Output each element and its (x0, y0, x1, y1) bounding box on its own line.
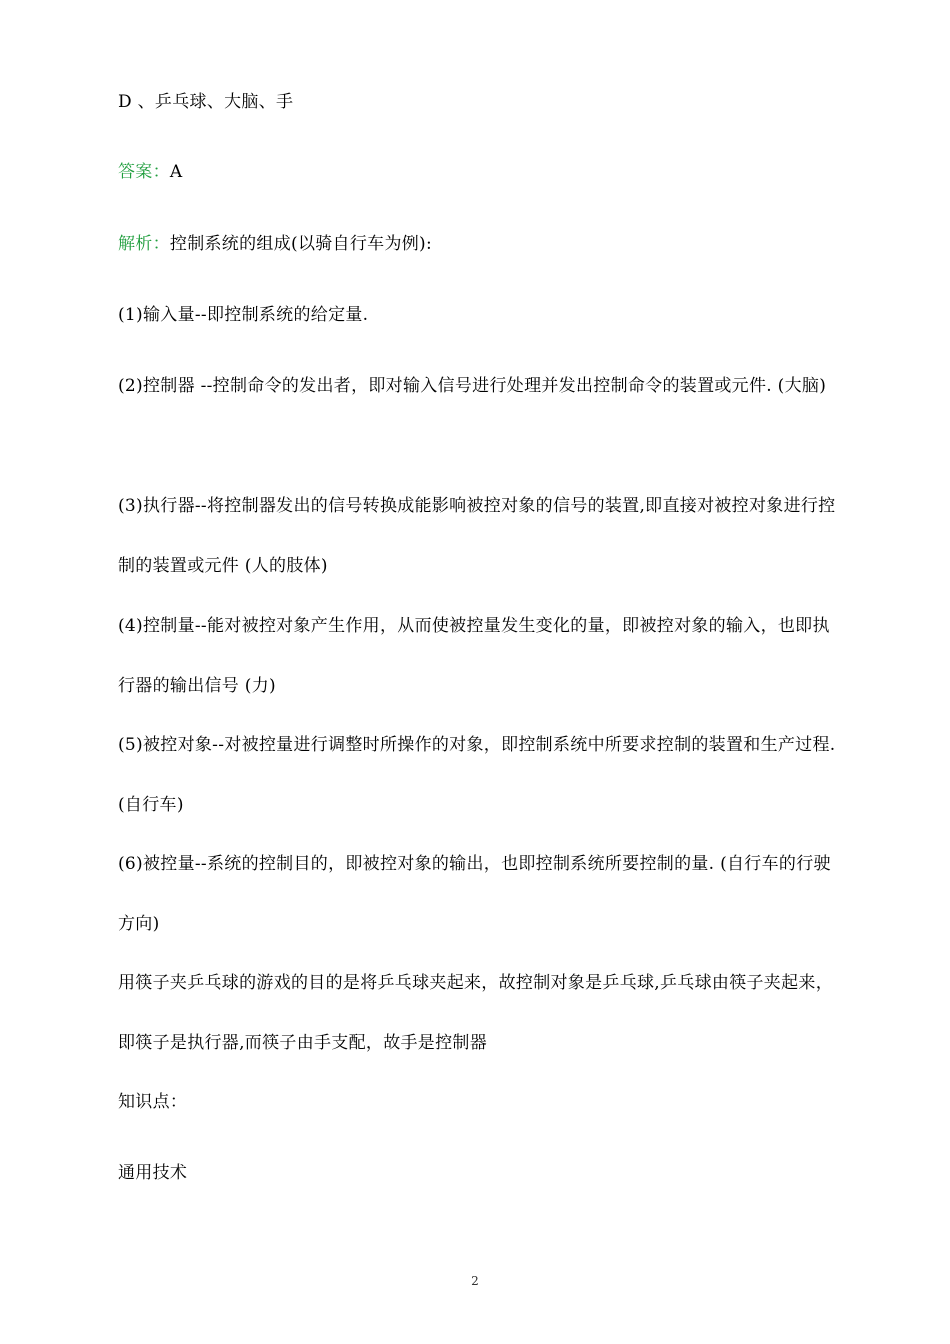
list-item-4: (4)控制量--能对被控对象产生作用，从而使被控量发生变化的量，即被控对象的输入，也即执行器的输出信号 (力) (118, 616, 830, 696)
analysis-label: 解析： (118, 234, 170, 254)
analysis-intro: 控制系统的组成(以骑自行车为例): (169, 234, 432, 254)
analysis-line (118, 214, 838, 274)
list-item-1: (1)输入量--即控制系统的给定量. (118, 305, 369, 325)
knowledge-label: 知识点： (118, 1092, 188, 1112)
list-item-3: (3)执行器--将控制器发出的信号转换成能影响被控对象的信号的装置,即直接对被控对象进行控制的装置或元件 (人的肢体) (118, 496, 836, 576)
option-d: D 、乒乓球、大脑、手 (118, 92, 294, 112)
answer-label: 答案： (118, 162, 170, 182)
answer-value: A (169, 162, 183, 182)
conclusion-paragraph: 用筷子夹乒乓球的游戏的目的是将乒乓球夹起来，故控制对象是乒乓球,乒乓球由筷子夹起来，即筷子是执行器,而筷子由手支配，故手是控制器 (118, 973, 834, 1053)
knowledge-value: 通用技术 (118, 1163, 188, 1183)
list-item-2: (2)控制器 --控制命令的发出者，即对输入信号进行处理并发出控制命令的装置或元件. (大脑) (118, 376, 827, 396)
page-number: 2 (471, 1274, 479, 1288)
answer-line (118, 142, 838, 202)
list-item-5: (5)被控对象--对被控量进行调整时所操作的对象，即控制系统中所要求控制的装置和生产过程. (自行车) (118, 735, 836, 815)
list-item-6: (6)被控量--系统的控制目的，即被控对象的输出，也即控制系统所要控制的量. (自行车的行驶方向) (118, 854, 831, 934)
